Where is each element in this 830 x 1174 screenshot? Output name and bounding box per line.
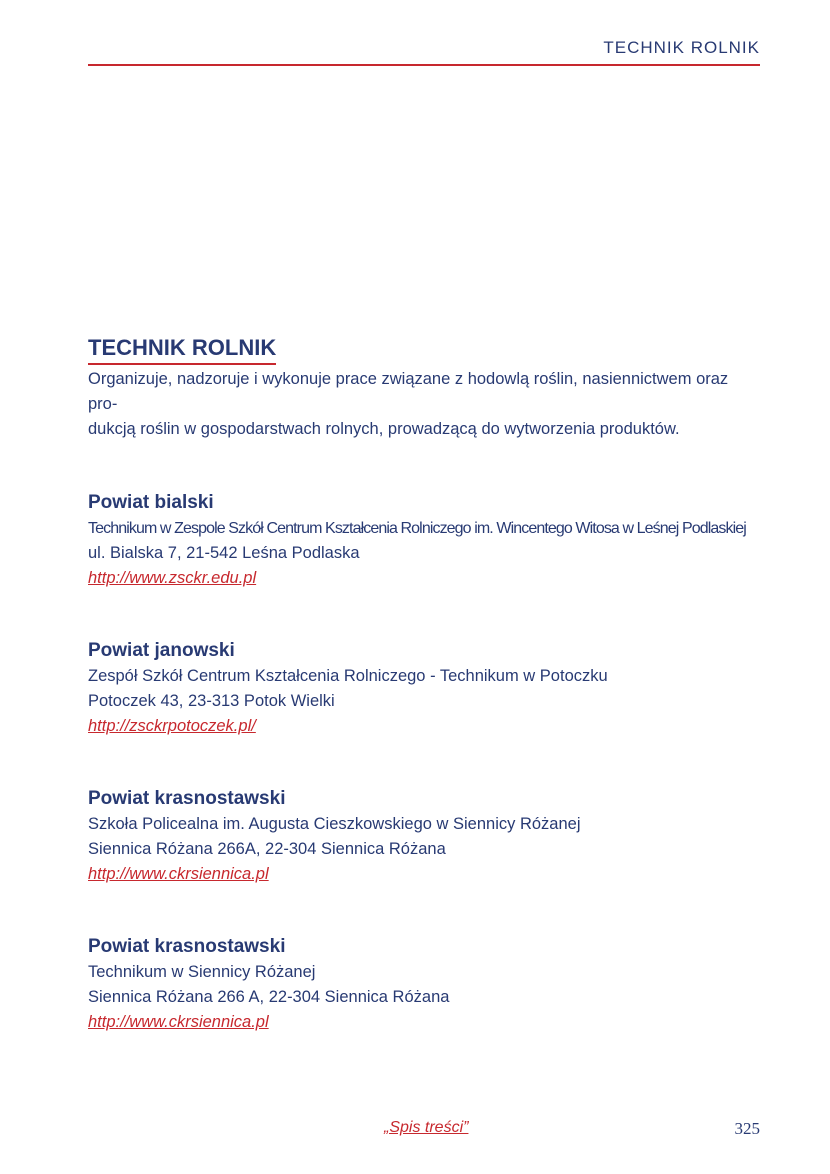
header-divider	[88, 64, 760, 66]
school-entry	[88, 638, 760, 739]
table-of-contents-link[interactable]: „Spis treści”	[384, 1119, 469, 1136]
school-website-link[interactable]: http://zsckrpotoczek.pl/	[88, 717, 256, 735]
school-entry	[88, 934, 760, 1035]
school-website-link[interactable]: http://www.zsckr.edu.pl	[88, 569, 257, 587]
district-name: Powiat bialski	[88, 492, 214, 513]
district-name: Powiat janowski	[88, 640, 235, 661]
district-name: Powiat krasnostawski	[88, 936, 286, 957]
school-website-link[interactable]: http://www.ckrsiennica.pl	[88, 865, 269, 883]
section-title: TECHNIK ROLNIK	[88, 334, 276, 365]
running-header-title: TECHNIK ROLNIK	[603, 38, 760, 57]
school-address: Potoczek 43, 23-313 Potok Wielki	[88, 692, 335, 710]
school-name: Szkoła Policealna im. Augusta Cieszkowskiego w Siennicy Różanej	[88, 815, 581, 833]
page-number: 325	[734, 1119, 760, 1138]
district-name: Powiat krasnostawski	[88, 788, 286, 809]
school-name: Technikum w Siennicy Różanej	[88, 963, 316, 981]
description-line: Organizuje, nadzoruje i wykonuje prace związane z hodowlą roślin, nasiennictwem oraz pro-	[88, 370, 729, 413]
school-name: Zespół Szkół Centrum Kształcenia Rolniczego - Technikum w Potoczku	[88, 667, 608, 685]
school-website-link[interactable]: http://www.ckrsiennica.pl	[88, 1013, 269, 1031]
school-entry	[88, 490, 760, 591]
school-address: Siennica Różana 266 A, 22-304 Siennica Różana	[88, 988, 450, 1006]
school-address: ul. Bialska 7, 21-542 Leśna Podlaska	[88, 544, 360, 562]
description-line: dukcją roślin w gospodarstwach rolnych, prowadzącą do wytworzenia produktów.	[88, 420, 680, 438]
section-description	[88, 367, 760, 442]
school-name: Technikum w Zespole Szkół Centrum Kształcenia Rolniczego im. Wincentego Witosa w Leśnej Podlaskiej	[88, 520, 746, 537]
school-address: Siennica Różana 266A, 22-304 Siennica Różana	[88, 840, 446, 858]
school-entry	[88, 786, 760, 887]
main-content	[88, 334, 760, 1035]
